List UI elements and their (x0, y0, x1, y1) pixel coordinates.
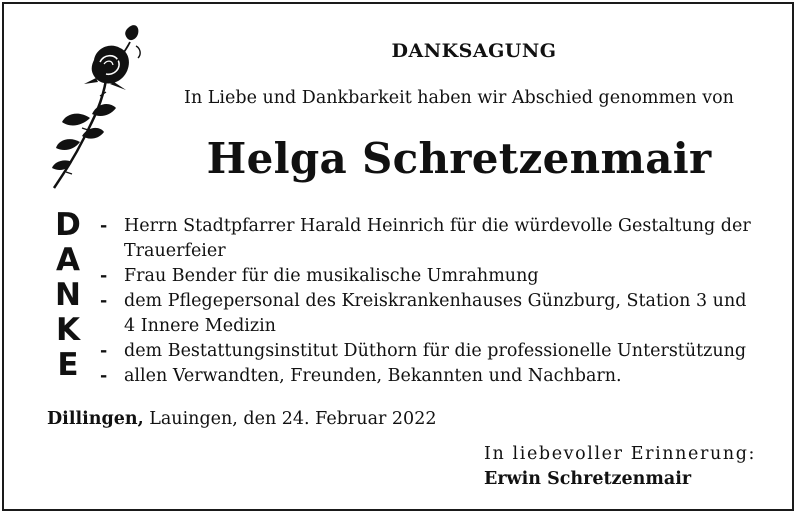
thanks-item-text: dem Pflegepersonal des Kreiskrankenhauses Günzburg, Station 3 und 4 Innere Medizin (124, 291, 747, 336)
thanks-item-text: Frau Bender für die musikalische Umrahmung (124, 266, 539, 286)
danke-letter: A (56, 242, 80, 278)
danke-letter: D (55, 207, 81, 243)
intro-text: In Liebe und Dankbarkeit haben wir Abschied genommen von (184, 88, 734, 108)
thanks-list (100, 214, 760, 389)
thanks-item (100, 364, 760, 389)
dash-bullet: - (100, 291, 108, 311)
thanks-item (100, 264, 760, 289)
notice-heading: DANKSAGUNG (391, 40, 557, 62)
closing-phrase: In liebevoller Erinnerung: (484, 444, 756, 464)
thanks-item-text: allen Verwandten, Freunden, Bekannten und Nachbarn. (124, 366, 622, 386)
death-notice-frame (2, 2, 794, 511)
dash-bullet: - (100, 366, 108, 386)
danke-letter: K (55, 312, 81, 348)
place-primary: Dillingen, (47, 409, 144, 429)
thanks-item (100, 214, 760, 264)
danke-letter: E (57, 347, 79, 383)
closing-block (484, 442, 756, 492)
place-date-rest: Lauingen, den 24. Februar 2022 (143, 409, 437, 429)
place-and-date (47, 409, 436, 429)
signature-name: Erwin Schretzenmair (484, 469, 692, 489)
dash-bullet: - (100, 266, 108, 286)
thanks-item (100, 289, 760, 339)
deceased-name: Helga Schretzenmair (206, 134, 712, 183)
dash-bullet: - (100, 216, 108, 236)
danke-letter: N (55, 277, 81, 313)
dash-bullet: - (100, 341, 108, 361)
thanks-item (100, 339, 760, 364)
thanks-item-text: dem Bestattungsinstitut Düthorn für die professionelle Unterstützung (124, 341, 747, 361)
rose-illustration (44, 18, 149, 193)
thanks-item-text: Herrn Stadtpfarrer Harald Heinrich für die würdevolle Gestaltung der Trauerfeier (124, 216, 751, 261)
danke-vertical-word (48, 208, 88, 383)
